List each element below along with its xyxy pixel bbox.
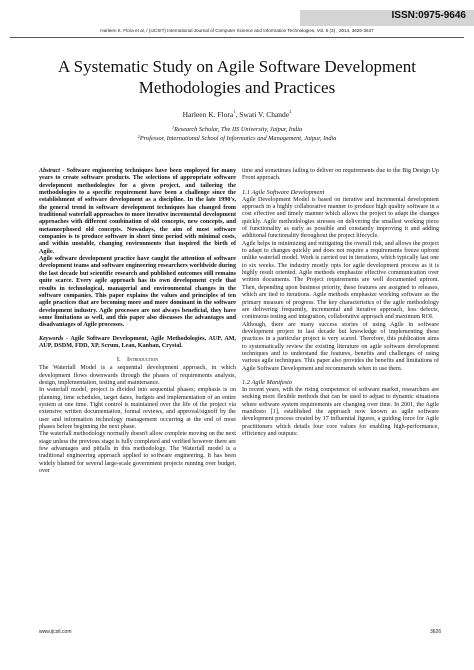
abstract-paragraph xyxy=(39,168,236,256)
subsection-heading-agile-manifesto: 1.2 Agile Manifesto xyxy=(242,378,293,386)
section-heading-introduction xyxy=(39,356,236,363)
abstract-label: Abstract xyxy=(39,168,60,174)
manifesto-paragraph: In recent years, with the rising competence of software market, researchers are seeking more flexible methods that can be used to adjust to dynamic situations where software system requirements are changing over time. In 2001, the Agile manifesto [1], established the approach now known as agile software development process created by 17 influential figures, a guiding force for Agile practitioners which details four core values for enabling high-performance, efficiency and outputs: xyxy=(242,386,439,437)
affiliation-2-text: Professor, International School of Informatics and Management, Jaipur, India xyxy=(139,135,337,142)
paper-title: A Systematic Study on Agile Software Development Methodologies and Practices xyxy=(58,57,416,97)
author-1-mark: 1 xyxy=(233,109,236,114)
intro-continued-paragraph: time and sometimes failing to deliver on requirements due to the Big Design Up Front approach. xyxy=(242,168,439,182)
author-2: Swati V. Chande xyxy=(239,110,290,119)
subsection-heading-agile-development: 1.1 Agile Software Development xyxy=(242,188,325,196)
section-numeral: I. xyxy=(116,356,121,364)
affiliation-2-mark: 2 xyxy=(137,134,140,139)
left-column xyxy=(39,168,236,475)
footer-url: www.ijcsit.com xyxy=(39,629,72,635)
abstract-text: - Software engineering techniques have been employed for many years to create software products. The selections of appropriate software development methodologies for a given project, and tailoring the methodologies to a specific requirement have been a challenge since the establishment of software development as a discipline. In the late 1990's, the general trend in software development techniques has changed from traditional waterfall approaches to more iterative incremental development approaches with different combination of old concepts, new concepts, and metamorphosed old concepts. Nowadays, the aim of most software companies is to produce software in short time period with minimal costs, and within unstable, changing environments that inspired the birth of Agile. xyxy=(39,168,236,255)
affiliation-1-text: Research Scholar, The IIS University, Jaipur, India xyxy=(174,126,303,133)
agile-paragraph-1: Agile Development Model is based on iterative and incremental development approach in a highly collaborative manner to produce high quality software in a cost effective and timely manner which allows the project to adapt the changes quickly. Agile methodologies stresses on delivering the smallest working piece of functionality as early as possible and constantly improving it and adding additional functionality throughout the project lifecycle. xyxy=(242,196,439,240)
keywords-label: Keywords xyxy=(39,335,64,342)
running-head: Harleen K. Flora et al, / (IJCSIT) International Journal of Computer Science and Information Technologies, Vol. 5 (3) , 2014, 3626-3637 xyxy=(100,28,374,33)
intro-paragraph-1: The Waterfall Model is a sequential development approach, in which development flows downwards through the phases of requirements analysis, design, implementation, testing and maintenance. xyxy=(39,365,236,386)
section-title: Introduction xyxy=(127,356,159,364)
issn-number: ISSN:0975-9646 xyxy=(391,10,466,21)
keywords-text: - Agile Software Development, Agile Methodologies, AUP, AM, AUP, DSDM, FDD, XP, Scrum, Lean, Kanban, Crystal. xyxy=(39,335,236,349)
footer-page-number: 3626 xyxy=(430,629,442,635)
keywords-paragraph xyxy=(39,336,236,351)
author-1: Harleen K. Flora xyxy=(182,110,234,119)
author-2-mark: 2 xyxy=(289,109,292,114)
intro-paragraph-2: In waterfall model, project is divided into sequential phases; emphasis is on planning, time schedules, target dates, budgets and implementation of an entire system at one time. Tight control is maintained over the life of the project via extensive written documentation, formal reviews, and approval/signoff by the user and information technology management occurring at the end of most phases before beginning the next phase. xyxy=(39,387,236,430)
issn-banner xyxy=(300,10,474,26)
author-separator: , xyxy=(235,110,240,119)
affiliation-2 xyxy=(20,135,454,142)
agile-paragraph-3: Although, there are many success stories of using Agile in software development project in last decade but knowledge of implementing these practices in a particular project is very scared. Therefore, this publication aims to systematically review the existing literature on agile software development techniques and to understand the features, benefits and challenges of using various agile techniques. This paper also provides the benefits and limitations of Agile Software Development and recommends when to use them. xyxy=(242,321,439,372)
author-line xyxy=(20,110,454,119)
header-rule xyxy=(10,37,464,38)
right-column xyxy=(242,168,439,438)
intro-paragraph-3: The waterfall methodology normally doesn't allow complete moving on the next stage unless the previous stage is fully completed and verified however there are few advantages and pitfalls in this methodology. The Waterfall model is a traditional engineering approach applied to software engineering. It has been widely blamed for several large-scale government projects running over budget, over xyxy=(39,431,236,475)
affiliation-1-mark: 1 xyxy=(171,125,175,130)
agile-paragraph-2: Agile helps in minimizing and mitigating the overall risk, and allows the project to adapt to changes quickly and does not require a requirements freeze upfront unlike waterfall model. Work is carried out in iterations, which typically last one to six weeks. The industry mostly opts for agile development process as it is highly result oriented. Agile methods emphasize effective communication over written documents. The Project requirements are well documented upfront. Then, depending upon business priority, these features are assigned to releases, which are tied to iterations. Agile methods emphasize working software as the primary measure of progress. The key characteristics of the agile methodology are delivering frequently, incremental and iterative approach, less defects, continuous testing and integration, collaborative approach and maximum ROI. xyxy=(242,240,439,321)
abstract-paragraph-2: Agile software development practice have caught the attention of software development teams and software engineering researchers worldwide during the last decade but scientific research and published outcomes still remains quite scarce. Every agile approach has its own development cycle that results in technological, managerial and environmental changes in the software companies. This paper explains the values and principles of ten agile practices that are becoming more and more dominant in the software development industry. Agile processes are not always beneficial, they have some limitations as well, and this paper also discusses the advantages and disadvantages of Agile processes. xyxy=(39,256,236,329)
affiliation-1 xyxy=(20,126,454,133)
